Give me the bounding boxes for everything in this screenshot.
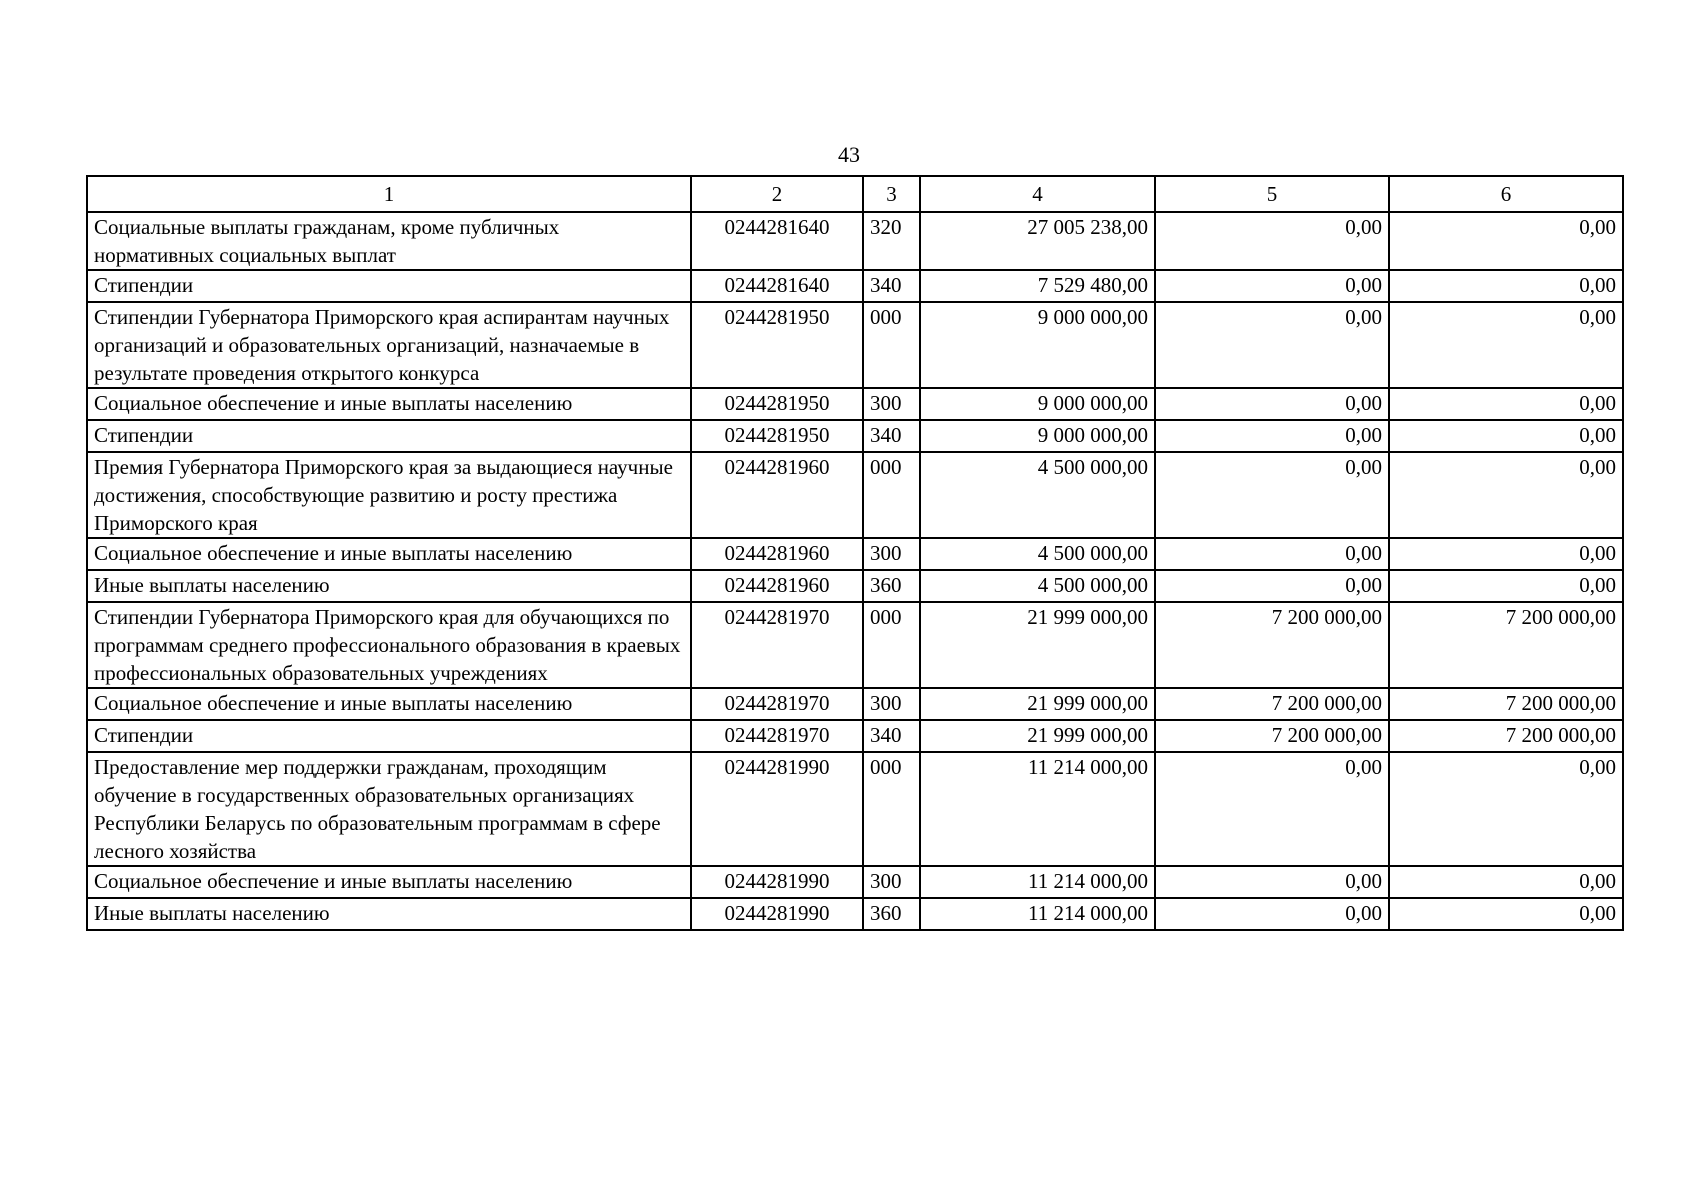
row-kind: 300 xyxy=(863,388,920,420)
row-amount-col6: 0,00 xyxy=(1389,866,1623,898)
row-kind: 000 xyxy=(863,452,920,538)
row-amount-col4: 21 999 000,00 xyxy=(920,688,1155,720)
row-code: 0244281960 xyxy=(691,570,863,602)
row-amount-col5: 0,00 xyxy=(1155,752,1389,866)
row-amount-col6: 0,00 xyxy=(1389,452,1623,538)
row-code: 0244281990 xyxy=(691,752,863,866)
row-code: 0244281960 xyxy=(691,538,863,570)
row-name: Иные выплаты населению xyxy=(87,898,691,930)
row-amount-col5: 7 200 000,00 xyxy=(1155,688,1389,720)
row-amount-col4: 11 214 000,00 xyxy=(920,752,1155,866)
row-code: 0244281970 xyxy=(691,602,863,688)
row-code: 0244281970 xyxy=(691,688,863,720)
row-kind: 360 xyxy=(863,898,920,930)
row-name: Предоставление мер поддержки гражданам, проходящим обучение в государственных образовательных организациях Республики Беларусь по образовательным программам в сфере лесного хозяйства xyxy=(87,752,691,866)
row-kind: 300 xyxy=(863,688,920,720)
row-amount-col4: 4 500 000,00 xyxy=(920,570,1155,602)
row-amount-col5: 0,00 xyxy=(1155,420,1389,452)
header-row xyxy=(87,176,1623,212)
header-col-4: 4 xyxy=(920,176,1155,212)
table-row xyxy=(87,720,1623,752)
row-kind: 340 xyxy=(863,270,920,302)
row-amount-col5: 0,00 xyxy=(1155,388,1389,420)
row-amount-col5: 7 200 000,00 xyxy=(1155,602,1389,688)
table-row xyxy=(87,420,1623,452)
row-kind: 300 xyxy=(863,866,920,898)
row-kind: 320 xyxy=(863,212,920,270)
table-row xyxy=(87,538,1623,570)
row-name: Стипендии xyxy=(87,420,691,452)
table-row xyxy=(87,452,1623,538)
table-row xyxy=(87,388,1623,420)
row-amount-col6: 0,00 xyxy=(1389,898,1623,930)
table-row xyxy=(87,302,1623,388)
row-kind: 300 xyxy=(863,538,920,570)
row-amount-col6: 0,00 xyxy=(1389,420,1623,452)
row-kind: 360 xyxy=(863,570,920,602)
header-col-5: 5 xyxy=(1155,176,1389,212)
row-amount-col5: 7 200 000,00 xyxy=(1155,720,1389,752)
row-amount-col6: 0,00 xyxy=(1389,570,1623,602)
table-row xyxy=(87,898,1623,930)
row-code: 0244281950 xyxy=(691,420,863,452)
table-row xyxy=(87,270,1623,302)
row-name: Социальное обеспечение и иные выплаты населению xyxy=(87,688,691,720)
row-amount-col6: 0,00 xyxy=(1389,388,1623,420)
row-amount-col6: 7 200 000,00 xyxy=(1389,720,1623,752)
row-amount-col6: 0,00 xyxy=(1389,302,1623,388)
row-amount-col5: 0,00 xyxy=(1155,538,1389,570)
row-name: Социальное обеспечение и иные выплаты населению xyxy=(87,866,691,898)
row-amount-col4: 9 000 000,00 xyxy=(920,420,1155,452)
row-amount-col4: 7 529 480,00 xyxy=(920,270,1155,302)
row-amount-col4: 9 000 000,00 xyxy=(920,302,1155,388)
row-amount-col6: 0,00 xyxy=(1389,270,1623,302)
table-row xyxy=(87,688,1623,720)
page-number: 43 xyxy=(838,142,860,167)
row-amount-col5: 0,00 xyxy=(1155,452,1389,538)
row-kind: 000 xyxy=(863,302,920,388)
row-amount-col4: 11 214 000,00 xyxy=(920,866,1155,898)
row-amount-col5: 0,00 xyxy=(1155,270,1389,302)
row-amount-col5: 0,00 xyxy=(1155,570,1389,602)
row-amount-col5: 0,00 xyxy=(1155,866,1389,898)
row-code: 0244281640 xyxy=(691,270,863,302)
row-name: Стипендии xyxy=(87,270,691,302)
row-amount-col6: 7 200 000,00 xyxy=(1389,602,1623,688)
row-amount-col4: 9 000 000,00 xyxy=(920,388,1155,420)
row-code: 0244281640 xyxy=(691,212,863,270)
row-kind: 000 xyxy=(863,602,920,688)
row-name: Стипендии xyxy=(87,720,691,752)
table-row xyxy=(87,752,1623,866)
row-amount-col5: 0,00 xyxy=(1155,302,1389,388)
budget-table xyxy=(86,175,1624,931)
row-amount-col6: 0,00 xyxy=(1389,752,1623,866)
row-code: 0244281960 xyxy=(691,452,863,538)
row-amount-col6: 7 200 000,00 xyxy=(1389,688,1623,720)
row-amount-col4: 27 005 238,00 xyxy=(920,212,1155,270)
row-code: 0244281950 xyxy=(691,388,863,420)
row-amount-col4: 21 999 000,00 xyxy=(920,720,1155,752)
row-name: Социальное обеспечение и иные выплаты населению xyxy=(87,538,691,570)
row-name: Стипендии Губернатора Приморского края аспирантам научных организаций и образовательных организаций, назначаемые в результате проведения открытого конкурса xyxy=(87,302,691,388)
row-kind: 340 xyxy=(863,720,920,752)
row-amount-col4: 4 500 000,00 xyxy=(920,538,1155,570)
table-row xyxy=(87,866,1623,898)
row-amount-col6: 0,00 xyxy=(1389,212,1623,270)
row-name: Премия Губернатора Приморского края за выдающиеся научные достижения, способствующие развитию и росту престижа Приморского края xyxy=(87,452,691,538)
table-row xyxy=(87,570,1623,602)
row-name: Стипендии Губернатора Приморского края для обучающихся по программам среднего профессионального образования в краевых профессиональных образовательных учреждениях xyxy=(87,602,691,688)
row-code: 0244281950 xyxy=(691,302,863,388)
row-code: 0244281970 xyxy=(691,720,863,752)
row-name: Иные выплаты населению xyxy=(87,570,691,602)
header-col-1: 1 xyxy=(87,176,691,212)
row-name: Социальное обеспечение и иные выплаты населению xyxy=(87,388,691,420)
row-name: Социальные выплаты гражданам, кроме публичных нормативных социальных выплат xyxy=(87,212,691,270)
row-amount-col4: 11 214 000,00 xyxy=(920,898,1155,930)
row-amount-col5: 0,00 xyxy=(1155,898,1389,930)
row-amount-col4: 4 500 000,00 xyxy=(920,452,1155,538)
header-col-6: 6 xyxy=(1389,176,1623,212)
row-kind: 340 xyxy=(863,420,920,452)
header-col-3: 3 xyxy=(863,176,920,212)
row-code: 0244281990 xyxy=(691,898,863,930)
row-code: 0244281990 xyxy=(691,866,863,898)
row-kind: 000 xyxy=(863,752,920,866)
table-row xyxy=(87,212,1623,270)
table-row xyxy=(87,602,1623,688)
row-amount-col5: 0,00 xyxy=(1155,212,1389,270)
row-amount-col4: 21 999 000,00 xyxy=(920,602,1155,688)
row-amount-col6: 0,00 xyxy=(1389,538,1623,570)
header-col-2: 2 xyxy=(691,176,863,212)
